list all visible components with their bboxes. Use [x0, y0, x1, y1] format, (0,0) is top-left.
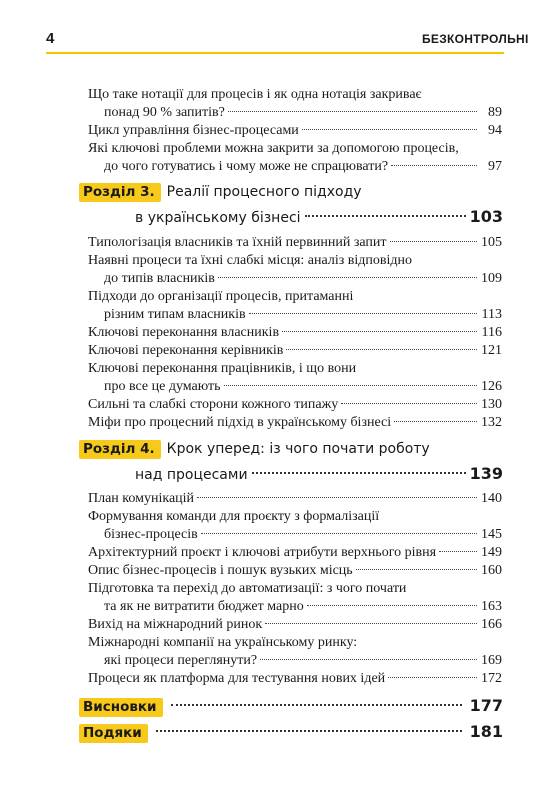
chapter-page: 103 [469, 207, 503, 226]
toc-entry[interactable] [88, 616, 502, 634]
entry-page: 97 [488, 159, 502, 174]
dot-leader [286, 349, 477, 350]
dot-leader [305, 215, 466, 217]
toc-entry[interactable] [88, 508, 502, 544]
entry-title: Вихід на міжнародний ринок [88, 617, 263, 632]
entry-title: Міжнародні компанії на українському ринку: [88, 635, 358, 650]
conclusions-label: Висновки [79, 698, 163, 717]
entry-page: 89 [488, 105, 502, 120]
toc-entry[interactable] [88, 544, 502, 562]
dot-leader [224, 385, 477, 386]
entry-page: 126 [481, 379, 502, 394]
toc-entry[interactable] [88, 288, 502, 324]
entry-title: Процеси як платформа для тестування нових ідей [88, 671, 386, 686]
entry-title: Ключові переконання власників [88, 325, 280, 340]
entry-title: Ключові переконання керівників [88, 343, 284, 358]
toc-entry[interactable] [88, 122, 502, 140]
entry-title: Архітектурний проєкт і ключові атрибути верхнього рівня [88, 545, 437, 560]
dot-leader [341, 403, 477, 404]
dot-leader [388, 677, 477, 678]
chapter-title-cont: над процесами [135, 467, 248, 483]
dot-leader [307, 605, 477, 606]
chapter-title: Крок уперед: із чого почати роботу [166, 441, 430, 457]
toc-entry[interactable] [88, 324, 502, 342]
toc-entry[interactable] [88, 562, 502, 580]
chapter-3-heading[interactable] [79, 183, 503, 231]
entry-page: 121 [481, 343, 502, 358]
entry-page: 163 [481, 599, 502, 614]
conclusions-entry[interactable] [79, 696, 503, 717]
entry-title-cont: які процеси переглянути? [104, 653, 258, 668]
dot-leader [228, 111, 477, 112]
thanks-entry[interactable] [79, 722, 503, 743]
conclusions-page: 177 [469, 696, 503, 715]
page-number: 4 [46, 30, 55, 47]
entry-title: Формування команди для проєкту з формалізації [88, 509, 380, 524]
entry-page: 105 [481, 235, 502, 250]
dot-leader [356, 569, 477, 570]
entry-title: Ключові переконання працівників, і що вони [88, 361, 357, 376]
dot-leader [171, 704, 462, 706]
entry-title: Сильні та слабкі сторони кожного типажу [88, 397, 339, 412]
entry-page: 169 [481, 653, 502, 668]
chapter-page: 139 [469, 464, 503, 483]
dot-leader [391, 165, 477, 166]
chapter-tag: Розділ 4. [79, 440, 161, 459]
chapter-tag: Розділ 3. [79, 183, 161, 202]
dot-leader [394, 421, 477, 422]
dot-leader [252, 472, 466, 474]
entry-page: 145 [481, 527, 502, 542]
chapter-title-cont: в українському бізнесі [135, 210, 301, 226]
entry-page: 113 [481, 307, 502, 322]
toc-entry[interactable] [88, 86, 502, 122]
entry-title: Які ключові проблеми можна закрити за допомогою процесів, [88, 141, 459, 156]
dot-leader [439, 551, 477, 552]
toc-entry[interactable] [88, 234, 502, 252]
toc-entry[interactable] [88, 490, 502, 508]
dot-leader [260, 659, 477, 660]
toc-entry[interactable] [88, 414, 502, 432]
entry-page: 116 [481, 325, 502, 340]
dot-leader [218, 277, 477, 278]
entry-title: План комунікацій [88, 491, 195, 506]
toc-entry[interactable] [88, 252, 502, 288]
entry-title: Підготовка та перехід до автоматизації: з чого почати [88, 581, 407, 596]
toc-entry[interactable] [88, 396, 502, 414]
entry-title-cont: та як не витратити бюджет марно [104, 599, 304, 614]
dot-leader [156, 730, 462, 732]
entry-title: Опис бізнес-процесів і пошук вузьких місць [88, 563, 353, 578]
entry-title-cont: різним типам власників [104, 307, 246, 322]
chapter-4-heading[interactable] [79, 440, 503, 488]
entry-title-cont: до чого готуватись і чому може не спрацювати? [104, 159, 389, 174]
dot-leader [201, 533, 477, 534]
dot-leader [390, 241, 477, 242]
entry-title-cont: бізнес-процесів [104, 527, 198, 542]
entry-page: 130 [481, 397, 502, 412]
entry-page: 172 [481, 671, 502, 686]
dot-leader [265, 623, 477, 624]
dot-leader [197, 497, 477, 498]
entry-title-cont: про все це думають [104, 379, 221, 394]
dot-leader [302, 129, 477, 130]
running-title: БЕЗКОНТРОЛЬНІ [422, 32, 529, 46]
toc-entry[interactable] [88, 342, 502, 360]
entry-title: Типологізація власників та їхній первинний запит [88, 235, 387, 250]
entry-title: Цикл управління бізнес-процесами [88, 123, 299, 138]
entry-title: Підходи до організації процесів, притаманні [88, 289, 354, 304]
entry-title-cont: понад 90 % запитів? [104, 105, 225, 120]
toc-entry[interactable] [88, 634, 502, 670]
toc-entry[interactable] [88, 140, 502, 176]
entry-page: 149 [481, 545, 502, 560]
entry-page: 166 [481, 617, 502, 632]
entry-title: Що таке нотації для процесів і як одна нотація закриває [88, 87, 422, 102]
entry-title-cont: до типів власників [104, 271, 215, 286]
toc-entry[interactable] [88, 360, 502, 396]
dot-leader [249, 313, 477, 314]
toc-entry[interactable] [88, 670, 502, 688]
entry-page: 140 [481, 491, 502, 506]
header-rule [46, 52, 504, 54]
thanks-label: Подяки [79, 724, 148, 743]
entry-page: 109 [481, 271, 502, 286]
entry-page: 132 [481, 415, 502, 430]
chapter-title: Реалії процесного підходу [166, 184, 362, 200]
entry-page: 94 [488, 123, 502, 138]
toc-entry[interactable] [88, 580, 502, 616]
thanks-page: 181 [469, 722, 503, 741]
dot-leader [282, 331, 477, 332]
entry-title: Наявні процеси та їхні слабкі місця: аналіз відповідно [88, 253, 412, 268]
entry-page: 160 [481, 563, 502, 578]
entry-title: Міфи про процесний підхід в українському бізнесі [88, 415, 392, 430]
